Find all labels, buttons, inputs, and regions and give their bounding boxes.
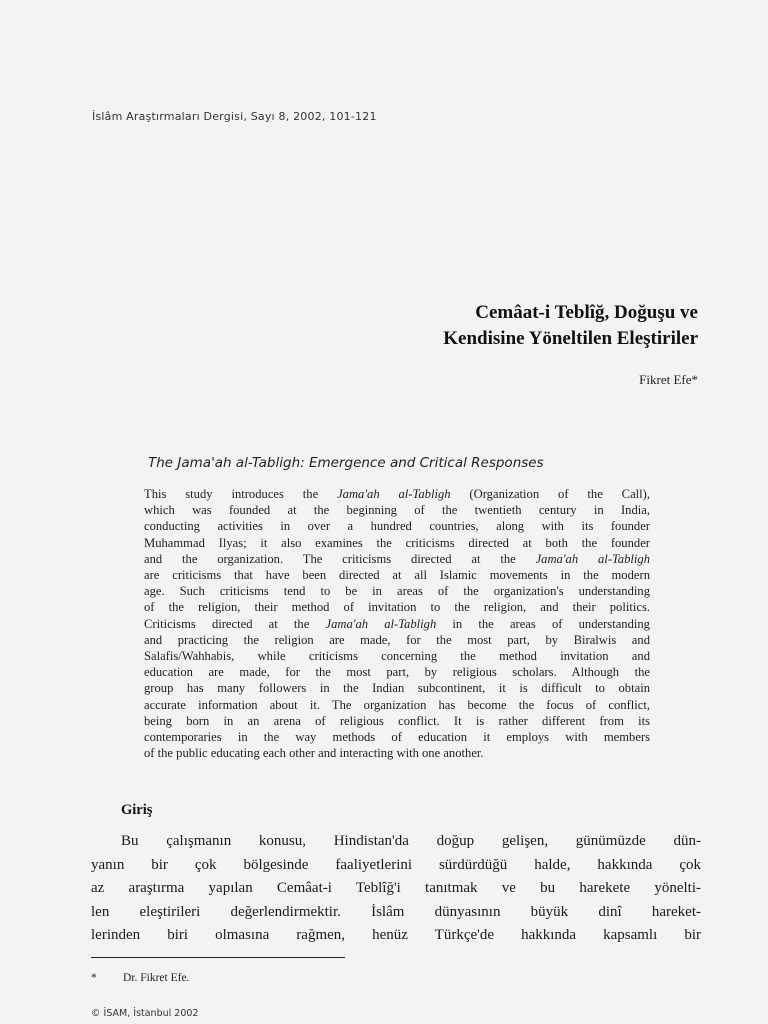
abstract-line: accurate information about it. The organization has become the focus of conflict, (144, 697, 650, 712)
abstract-line: conducting activities in over a hundred countries, along with its founder (144, 519, 650, 534)
abstract-line: Criticisms directed at the Jama'ah al-Tabligh in the areas of understanding (144, 616, 650, 631)
abstract-line: being born in an arena of religious conflict. It is rather different from its (144, 713, 650, 728)
footnote-text: Dr. Fikret Efe. (123, 972, 190, 984)
abstract-line: which was founded at the beginning of the twentieth century in India, (144, 503, 650, 518)
abstract-line: Salafis/Wahhabis, while criticisms concerning the method invitation and (144, 649, 650, 664)
body-line: len eleştirileri değerlendirmektir. İslâm dünyasının büyük dinî hareket- (91, 903, 701, 920)
abstract-line: contemporaries in the way methods of education it employs with members (144, 730, 650, 745)
abstract-line: group has many followers in the Indian subcontinent, it is difficult to obtain (144, 681, 650, 696)
article-title (443, 300, 698, 352)
body-text (91, 830, 701, 948)
body-line: yanın bir çok bölgesinde faaliyetlerini sürdürdüğü halde, hakkında çok (91, 856, 701, 873)
abstract-line: age. Such criticisms tend to be in areas of the organization's understanding (144, 584, 650, 599)
abstract-line: of the public educating each other and interacting with one another. (144, 746, 484, 761)
abstract-line: Muhammad Ilyas; it also examines the criticisms directed at both the founder (144, 535, 650, 550)
abstract-line: of the religion, their method of invitation to the religion, and their politics. (144, 600, 650, 615)
abstract-line: education are made, for the most part, by religious scholars. Although the (144, 665, 650, 680)
copyright: © İSAM, İstanbul 2002 (91, 1008, 199, 1019)
abstract-line: and practicing the religion are made, for the most part, by Biralwis and (144, 632, 650, 647)
footnote-divider (91, 957, 345, 958)
body-line: Bu çalışmanın konusu, Hindistan'da doğup gelişen, günümüzde dün- (121, 833, 701, 849)
body-line: lerinden biri olmasına rağmen, henüz Türkçe'de hakkında kapsamlı bir (91, 927, 701, 944)
abstract (144, 486, 650, 761)
abstract-line: This study introduces the Jama'ah al-Tabligh (Organization of the Call), (144, 487, 650, 501)
abstract-line: and the organization. The criticisms directed at the Jama'ah al-Tabligh (144, 551, 650, 566)
body-line: az araştırma yapılan Cemâat-i Teblîğ'i tanıtmak ve bu harekete yönelti- (91, 880, 701, 897)
author-name: Fikret Efe* (639, 372, 698, 387)
english-title: The Jama'ah al-Tabligh: Emergence and Critical Responses (148, 455, 544, 471)
title-line-1: Cemâat-i Teblîğ, Doğuşu ve (475, 302, 698, 323)
footnote (91, 972, 189, 984)
abstract-line: are criticisms that have been directed at all Islamic movements in the modern (144, 568, 650, 583)
section-heading: Giriş (121, 802, 153, 818)
title-line-2: Kendisine Yöneltilen Eleştiriler (443, 328, 698, 349)
footnote-mark: * (91, 972, 97, 984)
journal-header: İslâm Araştırmaları Dergisi, Sayı 8, 2002, 101-121 (92, 110, 377, 123)
